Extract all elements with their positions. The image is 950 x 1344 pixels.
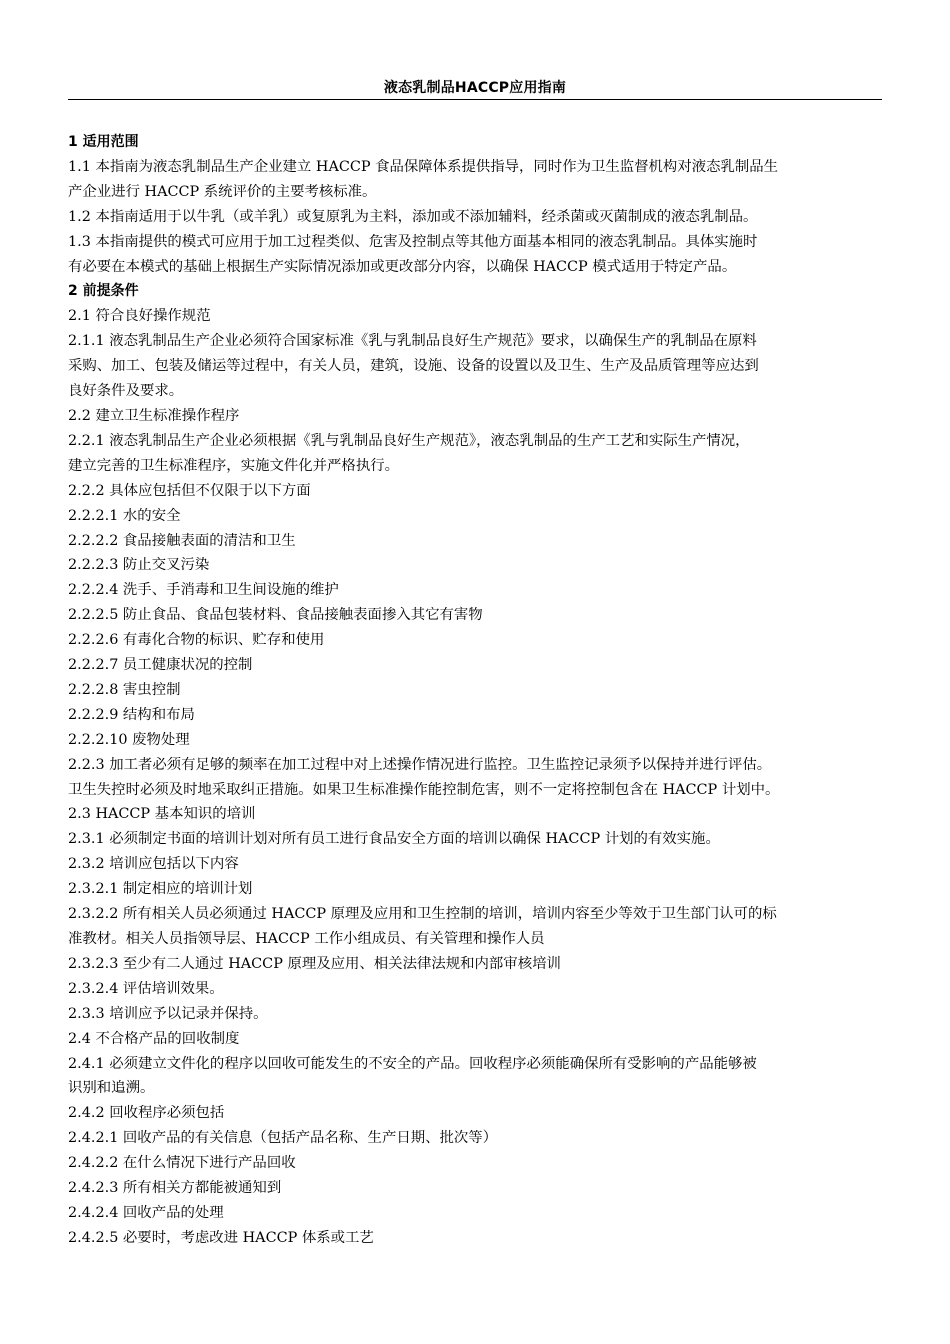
text-line: 2.3.2 培训应包括以下内容 [68, 856, 239, 873]
text-line: 产企业进行 HACCP 系统评价的主要考核标准。 [68, 183, 377, 200]
text-line: 2.2.2.7 员工健康状况的控制 [68, 657, 253, 674]
text-line: 1.1 本指南为液态乳制品生产企业建立 HACCP 食品保障体系提供指导，同时作为卫生监督机构对液态乳制品生 [68, 158, 779, 175]
text-line: 2.2.2.6 有毒化合物的标识、贮存和使用 [68, 632, 325, 649]
section-heading: 2 前提条件 [68, 283, 139, 300]
text-line: 2.2.2.5 防止食品、食品包装材料、食品接触表面掺入其它有害物 [68, 607, 483, 624]
text-line: 2.2.1 液态乳制品生产企业必须根据《乳与乳制品良好生产规范》，液态乳制品的生产工艺和实际生产情况， [68, 432, 750, 449]
text-line: 2.3.2.2 所有相关人员必须通过 HACCP 原理及应用和卫生控制的培训，培训内容至少等效于卫生部门认可的标 [68, 906, 777, 923]
text-line: 2.2.2.9 结构和布局 [68, 706, 195, 723]
text-line: 2.4.2.2 在什么情况下进行产品回收 [68, 1155, 296, 1172]
text-line: 建立完善的卫生标准程序，实施文件化并严格执行。 [68, 457, 399, 474]
text-line: 2.3.2.3 至少有二人通过 HACCP 原理及应用、相关法律法规和内部审核培训 [68, 955, 561, 972]
section-heading: 1 适用范围 [68, 134, 139, 150]
text-line: 卫生失控时必须及时地采取纠正措施。如果卫生标准操作能控制危害，则不一定将控制包含在 HACCP 计划中。 [68, 781, 780, 798]
text-line: 2.2.2.4 洗手、手消毒和卫生间设施的维护 [68, 582, 339, 599]
text-line: 2.4 不合格产品的回收制度 [68, 1030, 240, 1047]
text-line: 2.3.2.1 制定相应的培训计划 [68, 881, 253, 898]
text-line: 2.2.2.3 防止交叉污染 [68, 557, 210, 574]
text-line: 2.2.2 具体应包括但不仅限于以下方面 [68, 482, 311, 499]
document-body [68, 130, 892, 1251]
text-line: 采购、加工、包装及储运等过程中，有关人员，建筑，设施、设备的设置以及卫生、生产及品质管理等应达到 [68, 358, 759, 375]
text-line: 2.2.3 加工者必须有足够的频率在加工过程中对上述操作情况进行监控。卫生监控记录须予以保持并进行评估。 [68, 756, 772, 773]
text-line: 2.4.2.5 必要时，考虑改进 HACCP 体系或工艺 [68, 1229, 374, 1246]
text-line: 识别和追溯。 [68, 1080, 155, 1097]
text-line: 2.4.2.3 所有相关方都能被通知到 [68, 1180, 282, 1197]
text-line: 1.2 本指南适用于以牛乳（或羊乳）或复原乳为主料，添加或不添加辅料，经杀菌或灭菌制成的液态乳制品。 [68, 208, 758, 225]
text-line: 2.2.2.8 害虫控制 [68, 681, 181, 698]
text-line: 2.1 符合良好操作规范 [68, 308, 211, 325]
text-line: 1.3 本指南提供的模式可应用于加工过程类似、危害及控制点等其他方面基本相同的液态乳制品。具体实施时 [68, 233, 758, 250]
text-line: 2.4.2.4 回收产品的处理 [68, 1204, 224, 1221]
text-line: 2.2 建立卫生标准操作程序 [68, 407, 240, 424]
text-line: 2.2.2.2 食品接触表面的清洁和卫生 [68, 532, 296, 549]
page-title: 液态乳制品HACCP应用指南 [383, 80, 567, 96]
text-line: 2.2.2.10 废物处理 [68, 731, 190, 748]
text-line: 2.2.2.1 水的安全 [68, 507, 181, 524]
text-line: 有必要在本模式的基础上根据生产实际情况添加或更改部分内容，以确保 HACCP 模式适用于特定产品。 [68, 258, 737, 275]
text-line: 2.4.1 必须建立文件化的程序以回收可能发生的不安全的产品。回收程序必须能确保所有受影响的产品能够被 [68, 1055, 757, 1072]
text-line: 良好条件及要求。 [68, 383, 184, 400]
text-line: 2.1.1 液态乳制品生产企业必须符合国家标准《乳与乳制品良好生产规范》要求，以确保生产的乳制品在原料 [68, 333, 757, 350]
title-divider [68, 99, 882, 100]
text-line: 2.3.2.4 评估培训效果。 [68, 980, 224, 997]
text-line: 2.4.2.1 回收产品的有关信息（包括产品名称、生产日期、批次等） [68, 1130, 498, 1147]
text-line: 2.3.3 培训应予以记录并保持。 [68, 1005, 268, 1022]
text-line: 2.4.2 回收程序必须包括 [68, 1105, 225, 1122]
text-line: 2.3.1 必须制定书面的培训计划对所有员工进行食品安全方面的培训以确保 HACCP 计划的有效实施。 [68, 831, 720, 848]
text-line: 准教材。相关人员指领导层、HACCP 工作小组成员、有关管理和操作人员 [68, 931, 545, 947]
text-line: 2.3 HACCP 基本知识的培训 [68, 806, 256, 823]
